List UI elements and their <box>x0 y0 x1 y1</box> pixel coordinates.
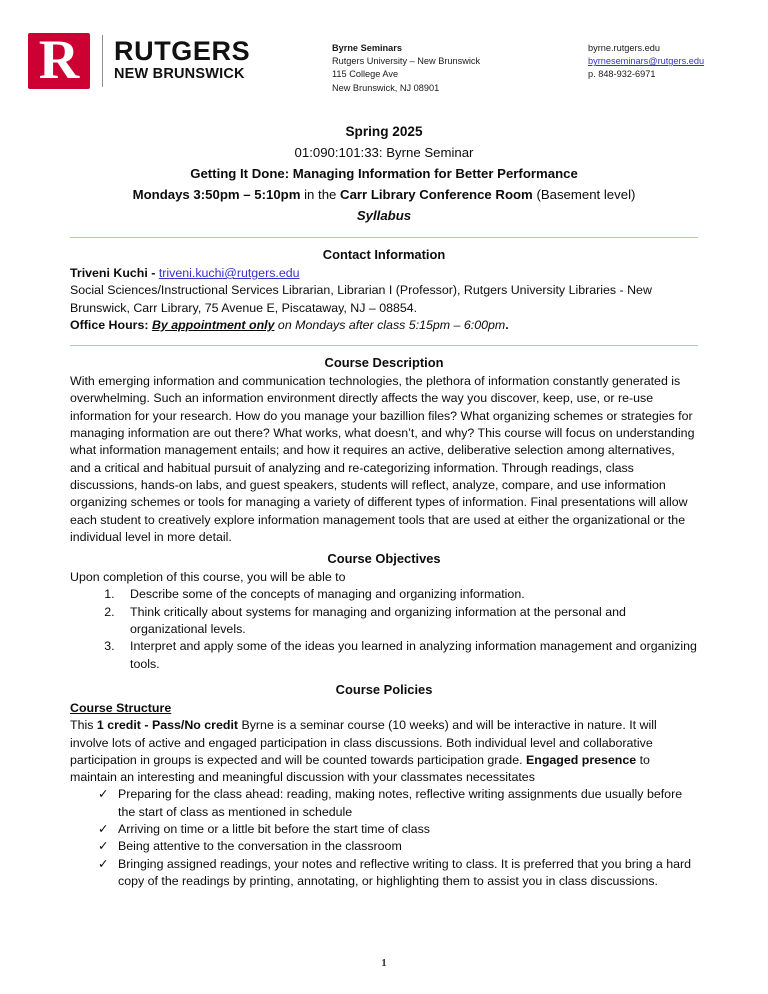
check-icon: ✓ <box>98 822 109 837</box>
letterhead-address-line-3: New Brunswick, NJ 08901 <box>332 82 440 93</box>
course-code-line <box>70 142 698 163</box>
structure-credit-emphasis: 1 credit - Pass/No credit <box>96 718 239 733</box>
rutgers-logo <box>28 33 250 89</box>
page-number: 1 <box>381 957 387 969</box>
instructor-title-line: Social Sciences/Instructional Services Librarian, Librarian I (Professor), Rutgers University Libraries - New Brunswick, Carr Library, 75 Avenue E, Piscataway, NJ – 08854. <box>70 283 652 315</box>
meeting-location: Carr Library Conference Room <box>340 187 533 202</box>
course-objectives-heading: Course Objectives <box>327 551 441 567</box>
course-title-line <box>70 163 698 184</box>
list-item <box>70 856 698 891</box>
contact-information-heading: Contact Information <box>322 247 446 262</box>
letterhead-address-line-1: Rutgers University – New Brunswick <box>332 56 481 67</box>
list-item-text: Arriving on time or a little bit before the start time of class <box>118 822 430 837</box>
letterhead-email-link[interactable]: byrneseminars@rutgers.edu <box>588 56 705 67</box>
letterhead-contact-block <box>588 42 704 82</box>
office-hours-line <box>70 317 698 334</box>
structure-text-c: to maintain an interesting and meaningful discussion with your classmates necessitates <box>70 752 650 785</box>
list-item-text: Bringing assigned readings, your notes and reflective writing to class. It is preferred that you bring a hard copy of the readings by printing, annotating, or highlighting them to assist you in class discussions. <box>118 856 692 888</box>
title-block <box>70 121 698 226</box>
course-description-body: With emerging information and communication technologies, the plethora of information constantly generated is overwhelming. Such an information environment directly affects the way you discover, keep, use, or re-use information for your research. How do you manage your bazillion files? What organizing schemes or strategies for managing information are out there? What works, what doesn’t, and why? This course will focus on understanding what information management entails; and how it requires an active, deliberative selection among alternatives, and a critical and habitual pursuit of analyzing and re-categorizing information. Through readings, class discussions, hands-on labs, and guest speakers, students will reflect, analyze, compare, and use information organizing schemes or tools for managing a variety of different types of information. Final presentations will allow each student to creatively explore information management tools that are used at either the organizational or the individual level in more detail. <box>70 374 695 544</box>
office-hours-label: Office Hours: <box>70 317 149 332</box>
list-item <box>70 786 698 821</box>
rutgers-r-monogram-icon: R <box>28 33 90 89</box>
structure-text-b: Byrne is a seminar course (10 weeks) and will be interactive in nature. It will involve lots of active and engaged participation in class discussions. Both individual level and collaborative participation in groups is expected and will be counted towards participation grade. <box>70 718 657 767</box>
letterhead-phone: p. 848-932-6971 <box>588 69 656 80</box>
meeting-connector: in the <box>300 187 341 202</box>
instructor-name: Triveni Kuchi - <box>70 266 159 280</box>
section-divider-1 <box>70 237 698 238</box>
list-item: 2. Think critically about systems for managing and organizing information at the personal and organizational levels. <box>118 604 698 639</box>
letterhead <box>0 0 768 110</box>
list-item: 3. Interpret and apply some of the ideas you learned in analyzing information management and organizing tools. <box>118 638 698 673</box>
document-content <box>70 121 698 890</box>
structure-text-a: This <box>70 718 97 733</box>
course-structure-paragraph <box>70 717 698 786</box>
office-hours-emphasis: By appointment only <box>151 317 275 332</box>
office-hours-end: . <box>505 317 509 332</box>
meeting-line <box>70 184 698 205</box>
list-item <box>70 821 698 838</box>
list-item <box>70 838 698 855</box>
check-icon: ✓ <box>98 839 109 854</box>
letterhead-address-block <box>332 42 480 95</box>
document-type: Syllabus <box>356 208 412 223</box>
check-icon: ✓ <box>98 787 109 802</box>
course-structure-subheading: Course Structure <box>70 700 172 715</box>
course-code: 01:090:101:33: Byrne Seminar <box>294 145 474 160</box>
rutgers-wordmark <box>114 38 250 84</box>
section-divider-2 <box>70 345 698 346</box>
check-icon: ✓ <box>98 856 109 871</box>
wordmark-rutgers: RUTGERS <box>114 36 251 66</box>
letterhead-org-name: Byrne Seminars <box>332 43 402 53</box>
structure-engaged-presence-emphasis: Engaged presence <box>525 752 637 767</box>
list-item-text: Being attentive to the conversation in the classroom <box>118 839 402 854</box>
document-type-line <box>70 205 698 226</box>
expectations-list <box>70 786 698 890</box>
course-description-heading: Course Description <box>324 355 444 371</box>
list-item-text: Preparing for the class ahead: reading, making notes, reflective writing assignments due usually before the start of class as mentioned in schedule <box>118 787 683 819</box>
logo-divider <box>102 35 103 87</box>
office-hours-detail: on Mondays after class 5:15pm – 6:00pm <box>274 317 506 332</box>
meeting-location-note: (Basement level) <box>532 187 636 202</box>
course-title: Getting It Done: Managing Information for Better Performance <box>190 166 578 181</box>
wordmark-new-brunswick: NEW BRUNSWICK <box>114 66 245 82</box>
term-label: Spring 2025 <box>345 124 423 139</box>
course-objectives-list <box>70 586 698 672</box>
list-item: 1. Describe some of the concepts of managing and organizing information. <box>118 586 698 603</box>
instructor-email-link[interactable]: triveni.kuchi@rutgers.edu <box>158 266 300 280</box>
meeting-days-time: Mondays 3:50pm – 5:10pm <box>132 187 301 202</box>
letterhead-website: byrne.rutgers.edu <box>588 43 661 53</box>
course-objectives-intro: Upon completion of this course, you will be able to <box>70 570 346 585</box>
letterhead-address-line-2: 115 College Ave <box>332 69 399 80</box>
course-policies-heading: Course Policies <box>335 681 433 697</box>
term-line <box>70 121 698 142</box>
instructor-line <box>70 265 698 282</box>
